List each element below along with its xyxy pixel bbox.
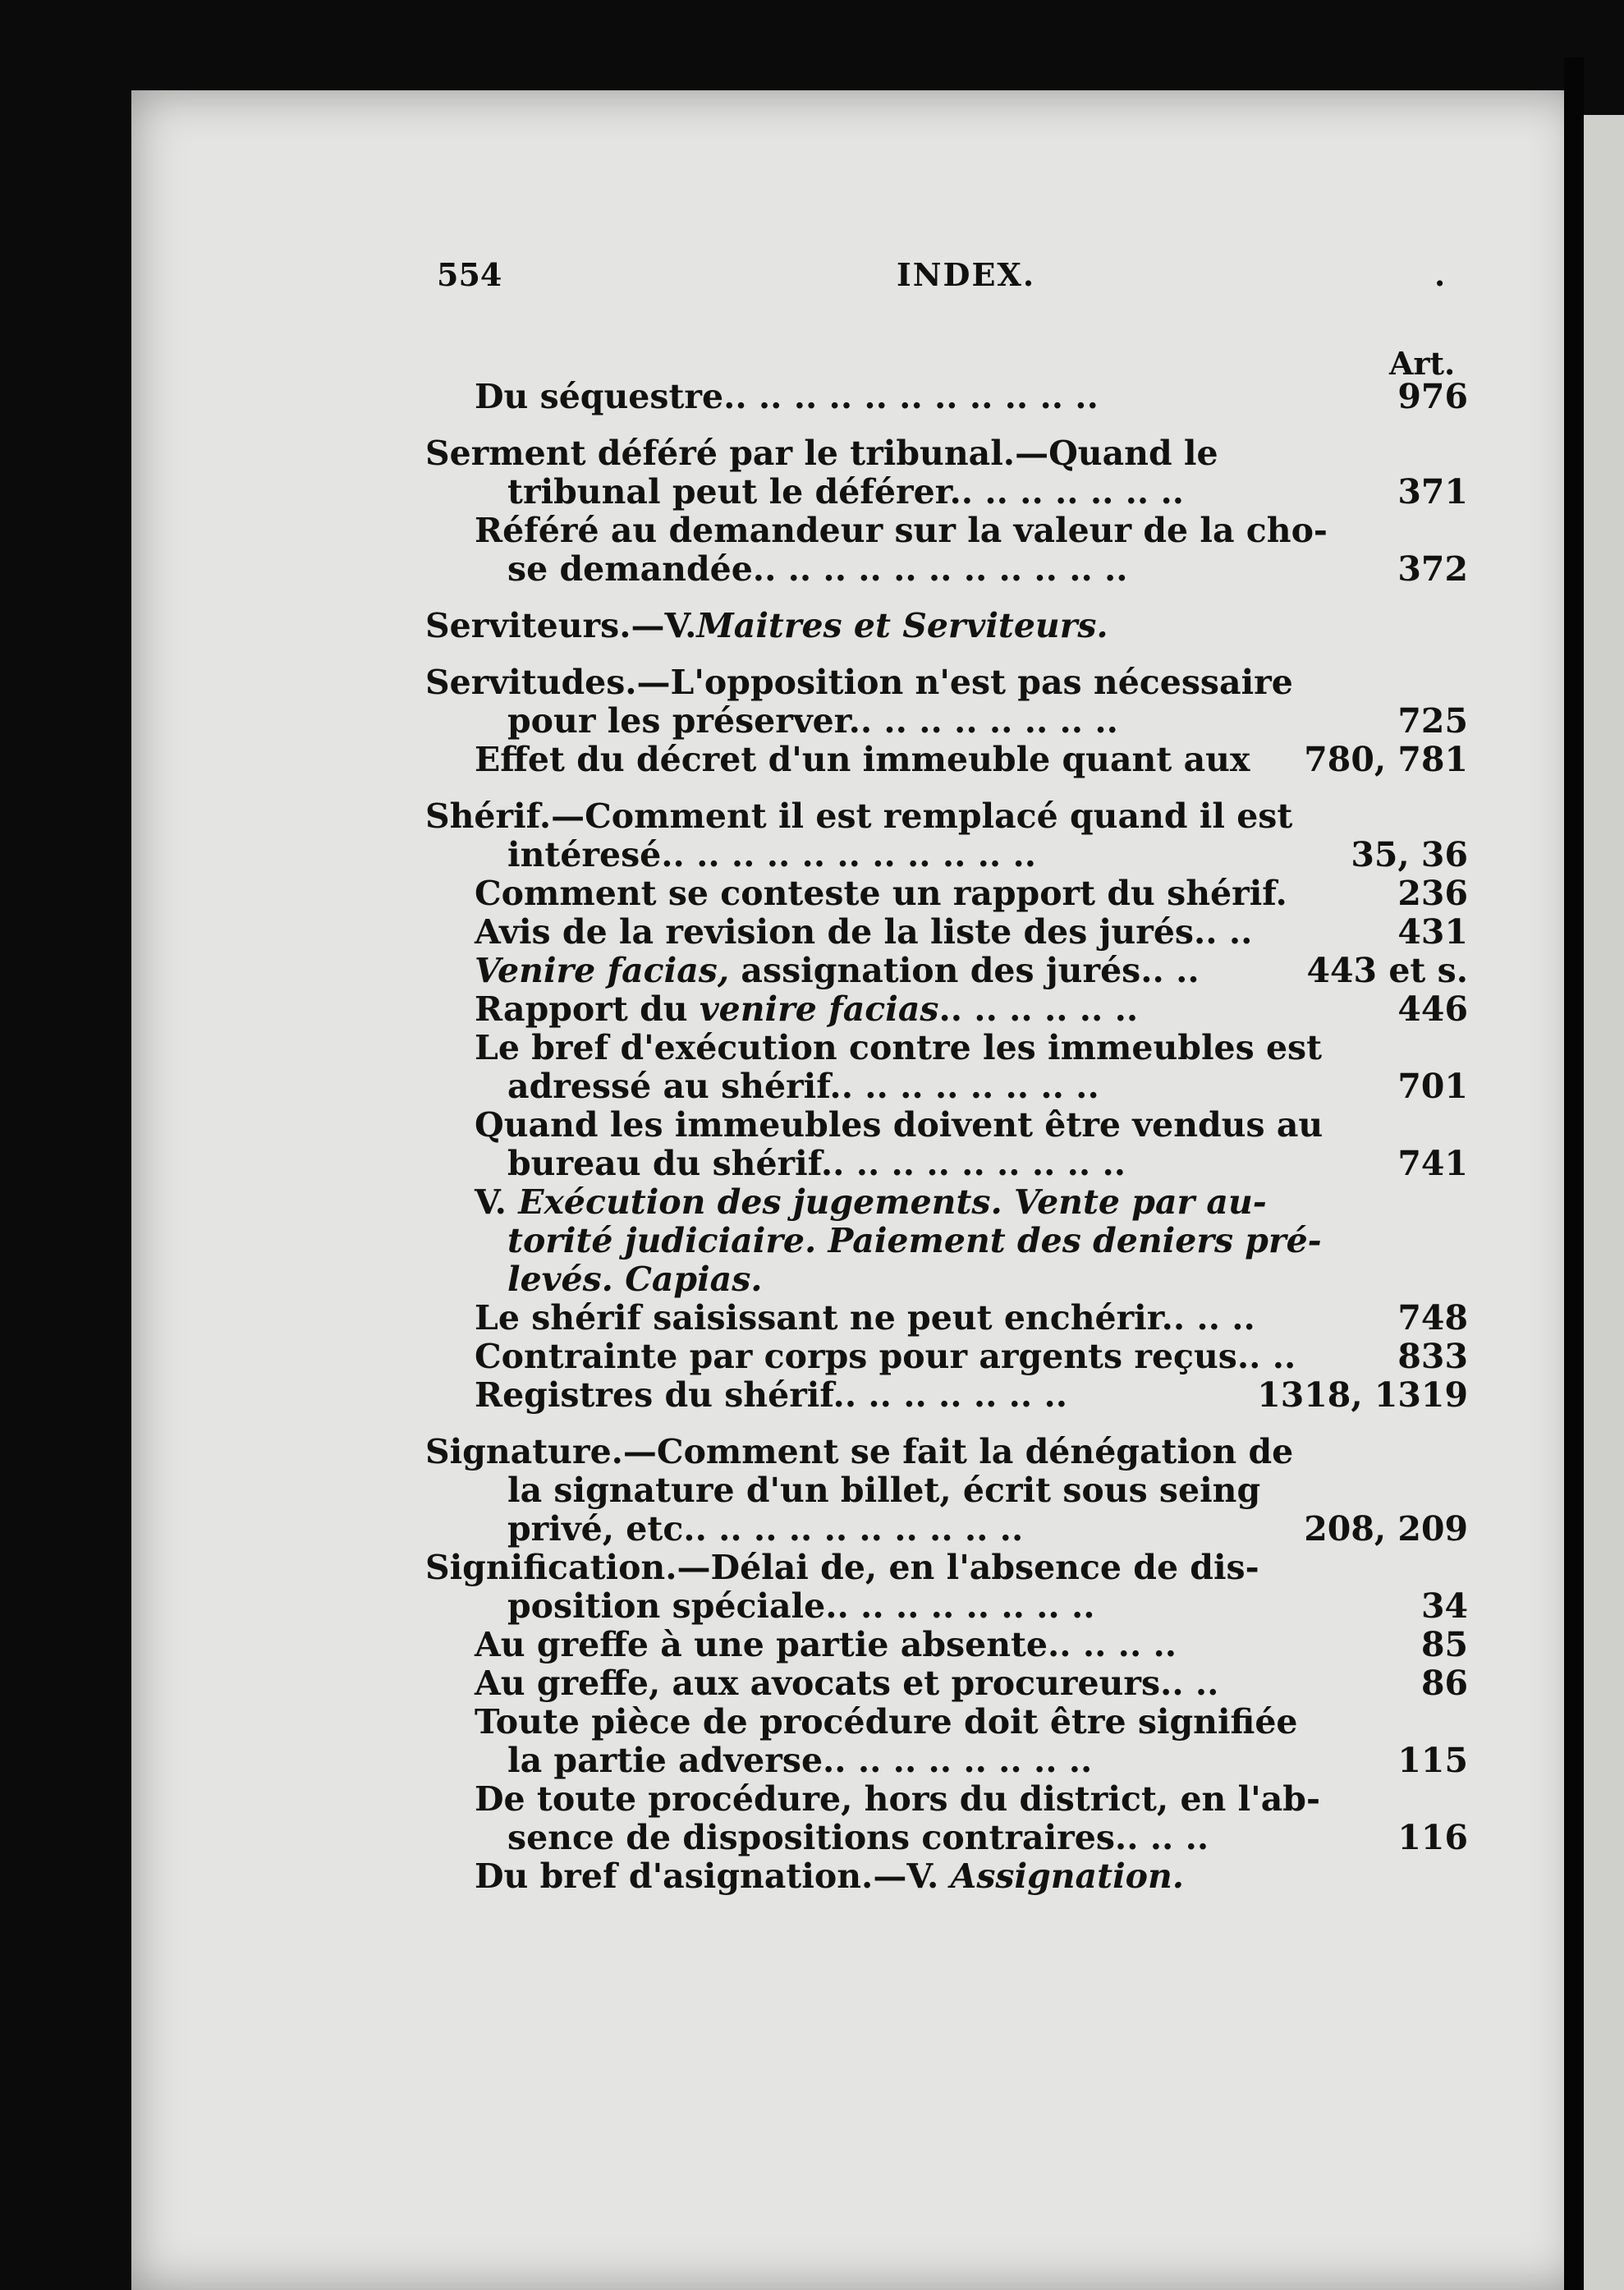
index-entry-main: pour les préserver.. .. .. .. .. .. .. .. bbox=[507, 702, 1118, 741]
index-line bbox=[425, 702, 1468, 741]
index-entry-main: sence de dispositions contraires.. .. .. bbox=[507, 1819, 1209, 1857]
index-line bbox=[425, 1857, 1468, 1896]
index-entry-reference: 34 bbox=[1420, 1587, 1468, 1626]
index-entry-italic: torité judiciaire. Paiement des deniers pré- bbox=[507, 1222, 1322, 1260]
index-entry-main: la signature d'un billet, écrit sous seing bbox=[507, 1471, 1261, 1510]
index-line bbox=[425, 1664, 1468, 1703]
page-number: 554 bbox=[437, 256, 502, 293]
index-entry-reference: 85 bbox=[1420, 1626, 1468, 1664]
index-entry-text bbox=[507, 1742, 1092, 1780]
index-entry-text bbox=[475, 1626, 1177, 1664]
index-entry-main: bureau du shérif.. .. .. .. .. .. .. .. .. bbox=[507, 1145, 1126, 1183]
index-entry-main: Rapport du bbox=[475, 990, 700, 1029]
index-entry-reference: 741 bbox=[1397, 1145, 1468, 1183]
index-entry-text bbox=[475, 1183, 1267, 1222]
index-entry-main: Contrainte par corps pour argents reçus.. .. bbox=[475, 1338, 1296, 1376]
index-entry-main: Toute pièce de procédure doit être signifiée bbox=[475, 1703, 1298, 1742]
index-entry-reference: 372 bbox=[1397, 550, 1468, 589]
index-entry-main: Signification.—Délai de, en l'absence de dis- bbox=[425, 1549, 1259, 1587]
index-line bbox=[425, 1587, 1468, 1626]
index-entry-reference: 431 bbox=[1397, 913, 1468, 952]
index-line bbox=[425, 1471, 1468, 1510]
index-entry-main: Quand les immeubles doivent être vendus au bbox=[475, 1106, 1324, 1145]
index-entry-main: Le bref d'exécution contre les immeubles est bbox=[475, 1029, 1323, 1067]
index-entry-main: la partie adverse.. .. .. .. .. .. .. .. bbox=[507, 1742, 1093, 1780]
index-entry-text bbox=[475, 1703, 1298, 1742]
index-entry-italic: Venire facias, bbox=[475, 952, 730, 990]
index-entry-main: assignation des jurés.. .. bbox=[729, 952, 1200, 990]
index-line bbox=[425, 512, 1468, 550]
page-title: INDEX. bbox=[897, 256, 1036, 293]
index-entry-text bbox=[507, 473, 1184, 512]
index-line bbox=[425, 1742, 1468, 1780]
index-line bbox=[425, 1222, 1468, 1260]
index-entry-reference: 371 bbox=[1397, 473, 1468, 512]
index-entry-text bbox=[425, 663, 1293, 702]
index-entry-text bbox=[507, 1145, 1126, 1183]
index-entry-italic: Maitres et Serviteurs. bbox=[696, 607, 1108, 645]
index-entry-text bbox=[475, 1857, 1184, 1896]
index-entry-text bbox=[475, 378, 1099, 416]
index-line bbox=[425, 797, 1468, 836]
index-entry-text bbox=[475, 990, 1138, 1029]
index-entry-main: Au greffe, aux avocats et procureurs.. .. bbox=[475, 1664, 1219, 1703]
index-entry-main: position spéciale.. .. .. .. .. .. .. .. bbox=[507, 1587, 1095, 1626]
index-entry-text bbox=[507, 550, 1128, 589]
index-entry-reference: 86 bbox=[1420, 1664, 1468, 1703]
index-entry-tail: .. .. .. .. .. .. bbox=[938, 990, 1139, 1029]
index-entry-main: intéresé.. .. .. .. .. .. .. .. .. .. .. bbox=[507, 836, 1037, 874]
index-entry-main: Serviteurs.—V. bbox=[425, 607, 697, 645]
index-entry-reference: 976 bbox=[1397, 378, 1468, 416]
index-entry-reference: 236 bbox=[1397, 874, 1468, 913]
index-entry-text bbox=[507, 1222, 1322, 1260]
index-entry-main: V. bbox=[475, 1183, 519, 1222]
index-entry-main: De toute procédure, hors du district, en l'ab- bbox=[475, 1780, 1320, 1819]
index-line bbox=[425, 1145, 1468, 1183]
index-entry-main: se demandée.. .. .. .. .. .. .. .. .. .. .. bbox=[507, 550, 1128, 589]
header-dot: . bbox=[1434, 256, 1446, 293]
index-line bbox=[425, 1780, 1468, 1819]
index-entry-main: tribunal peut le déférer.. .. .. .. .. .. .. bbox=[507, 473, 1185, 512]
index-entry-italic: Assignation. bbox=[950, 1857, 1185, 1896]
index-entry-main: Du bref d'asignation.—V. bbox=[475, 1857, 951, 1896]
index-entry-text bbox=[425, 797, 1292, 836]
index-entry-italic: venire facias bbox=[699, 990, 939, 1029]
index-entry-italic: levés. Capias. bbox=[507, 1260, 763, 1299]
index-entry-reference: 701 bbox=[1397, 1067, 1468, 1106]
index-entry-main: Le shérif saisissant ne peut enchérir.. .. .. bbox=[475, 1299, 1255, 1338]
index-entry-text bbox=[475, 952, 1200, 990]
index-entry-text bbox=[475, 1376, 1067, 1415]
index-line bbox=[425, 378, 1468, 416]
index-entry-text bbox=[425, 607, 1108, 645]
index-entry-main: Registres du shérif.. .. .. .. .. .. .. bbox=[475, 1376, 1068, 1415]
index-entry-text bbox=[475, 1338, 1296, 1376]
index-line bbox=[425, 1338, 1468, 1376]
index-entry-main: Au greffe à une partie absente.. .. .. .. bbox=[475, 1626, 1177, 1664]
index-line bbox=[425, 663, 1468, 702]
index-entry-text bbox=[507, 1260, 763, 1299]
index-line bbox=[425, 1703, 1468, 1742]
index-entry-reference: 115 bbox=[1397, 1742, 1468, 1780]
index-line bbox=[425, 1376, 1468, 1415]
index-entry-text bbox=[425, 434, 1218, 473]
index-entry-text bbox=[475, 1106, 1323, 1145]
index-entry-main: Serment déféré par le tribunal.—Quand le bbox=[425, 434, 1218, 473]
index-line bbox=[425, 913, 1468, 952]
index-entry-main: Avis de la revision de la liste des jurés.. .. bbox=[475, 913, 1253, 952]
index-entry-text bbox=[475, 1029, 1322, 1067]
index-entry-text bbox=[507, 1587, 1095, 1626]
index-line bbox=[425, 1106, 1468, 1145]
index-entry-main: adressé au shérif.. .. .. .. .. .. .. .. bbox=[507, 1067, 1099, 1106]
index-entry-main: Référé au demandeur sur la valeur de la cho- bbox=[475, 512, 1328, 550]
index-entry-italic: Exécution des jugements. Vente par au- bbox=[518, 1183, 1267, 1222]
index-entry-reference: 35, 36 bbox=[1351, 836, 1468, 874]
index-entry-reference: 780, 781 bbox=[1304, 741, 1468, 779]
article-column-label: Art. bbox=[1389, 345, 1456, 382]
adjacent-page-edge bbox=[1584, 115, 1624, 2290]
index-entry-text bbox=[507, 836, 1036, 874]
index-line bbox=[425, 874, 1468, 913]
index-line bbox=[425, 1433, 1468, 1471]
index-line bbox=[425, 990, 1468, 1029]
index-entry-reference: 116 bbox=[1397, 1819, 1468, 1857]
index-entry-text bbox=[475, 741, 1250, 779]
index-entry-text bbox=[475, 1780, 1320, 1819]
index-line bbox=[425, 550, 1468, 589]
index-entry-text bbox=[507, 1471, 1260, 1510]
index-entry-reference: 446 bbox=[1397, 990, 1468, 1029]
index-entry-text bbox=[507, 1510, 1023, 1549]
index-line bbox=[425, 1510, 1468, 1549]
index-entry-main: Shérif.—Comment il est remplacé quand il est bbox=[425, 797, 1293, 836]
index-line bbox=[425, 1549, 1468, 1587]
index-line bbox=[425, 473, 1468, 512]
index-entry-text bbox=[425, 1433, 1293, 1471]
index-entries bbox=[425, 378, 1468, 1896]
index-entry-text bbox=[475, 913, 1252, 952]
page-header bbox=[437, 256, 1504, 305]
index-line bbox=[425, 434, 1468, 473]
index-entry-text bbox=[425, 1549, 1259, 1587]
index-entry-reference: 1318, 1319 bbox=[1257, 1376, 1468, 1415]
index-entry-main: privé, etc.. .. .. .. .. .. .. .. .. .. bbox=[507, 1510, 1024, 1549]
index-entry-text bbox=[475, 1664, 1218, 1703]
index-entry-reference: 208, 209 bbox=[1304, 1510, 1468, 1549]
index-line bbox=[425, 836, 1468, 874]
index-entry-reference: 443 et s. bbox=[1306, 952, 1468, 990]
index-entry-main: Signature.—Comment se fait la dénégation de bbox=[425, 1433, 1294, 1471]
index-line bbox=[425, 1029, 1468, 1067]
index-line bbox=[425, 1183, 1468, 1222]
index-line bbox=[425, 1299, 1468, 1338]
index-entry-main: Comment se conteste un rapport du shérif. bbox=[475, 874, 1287, 913]
index-line bbox=[425, 1067, 1468, 1106]
index-entry-reference: 725 bbox=[1397, 702, 1468, 741]
index-entry-text bbox=[475, 874, 1287, 913]
index-line bbox=[425, 741, 1468, 779]
index-entry-main: Servitudes.—L'opposition n'est pas nécessaire bbox=[425, 663, 1293, 702]
index-entry-main: Du séquestre.. .. .. .. .. .. .. .. .. .. .. bbox=[475, 378, 1099, 416]
index-entry-text bbox=[475, 512, 1328, 550]
index-line bbox=[425, 1260, 1468, 1299]
index-entry-reference: 833 bbox=[1397, 1338, 1468, 1376]
index-line bbox=[425, 1626, 1468, 1664]
index-entry-text bbox=[507, 702, 1118, 741]
index-entry-text bbox=[475, 1299, 1255, 1338]
index-entry-main: Effet du décret d'un immeuble quant aux bbox=[475, 741, 1250, 779]
index-line bbox=[425, 607, 1468, 645]
book-spine bbox=[1564, 57, 1584, 2290]
index-line bbox=[425, 952, 1468, 990]
index-line bbox=[425, 1819, 1468, 1857]
index-entry-text bbox=[507, 1067, 1099, 1106]
index-entry-reference: 748 bbox=[1397, 1299, 1468, 1338]
index-entry-text bbox=[507, 1819, 1209, 1857]
